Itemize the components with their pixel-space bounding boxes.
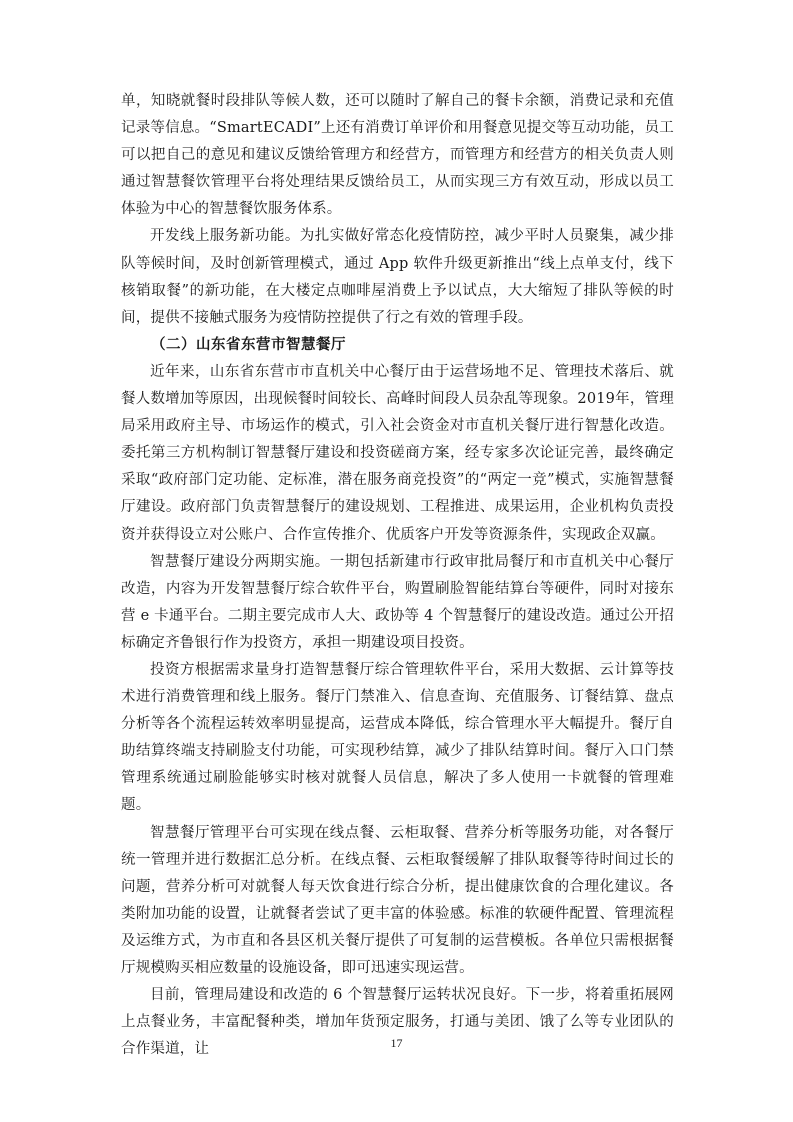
paragraph-next-steps: 目前，管理局建设和改造的 6 个智慧餐厅运转状况良好。下一步，将着重拓展网上点餐业务，丰富配餐种类，增加年货预定服务，打通与美团、饿了么等专业团队的合作渠道，让 — [121, 987, 674, 1058]
paragraph-continued: 单，知晓就餐时段排队等候人数，还可以随时了解自己的餐卡余额，消费记录和充值记录等信息。“SmartECADI”上还有消费订单评价和用餐意见提交等互动功能，员工可以把自己的意见和建议反馈给管理方和经营方，而管理方和经营方的相关负责人则通过智慧餐饮管理平台将处理结果反馈给员工，从而实现三方有效互动，形成以员工体验为中心的智慧餐饮服务体系。 — [121, 93, 674, 218]
paragraph-online-service: 开发线上服务新功能。为扎实做好常态化疫情防控，减少平时人员聚集，减少排队等候时间，及时创新管理模式，通过 App 软件升级更新推出“线上点单支付，线下核销取餐”的新功能，在大楼定点咖啡屋消费上予以试点，大大缩短了排队等候的时间，提供不接触式服务为疫情防控提供了行之有效的管理手段。 — [121, 228, 674, 326]
section-heading: （二）山东省东营市智慧餐厅 — [151, 336, 346, 353]
paragraph-investor-platform: 投资方根据需求量身打造智慧餐厅综合管理软件平台，采用大数据、云计算等技术进行消费管理和线上服务。餐厅门禁准入、信息查询、充值服务、订餐结算、盘点分析等各个流程运转效率明显提高，运营成本降低，综合管理水平大幅提升。餐厅自助结算终端支持刷脸支付功能，可实现秒结算，减少了排队结算时间。餐厅入口门禁管理系统通过刷脸能够实时核对就餐人员信息，解决了多人使用一卡就餐的管理难题。 — [121, 661, 674, 814]
page-number: 17 — [390, 1036, 403, 1050]
paragraph-two-phases: 智慧餐厅建设分两期实施。一期包括新建市行政审批局餐厅和市直机关中心餐厅改造，内容为开发智慧餐厅综合软件平台，购置刷脸智能结算台等硬件，同时对接东营 e 卡通平台。二期主要完成市人大、政协等 4 个智慧餐厅的建设改造。通过公开招标确定齐鲁银行作为投资方，承担一期建设项目投资。 — [121, 553, 674, 651]
body-text — [121, 88, 674, 1063]
paragraph-management-platform: 智慧餐厅管理平台可实现在线点餐、云柜取餐、营养分析等服务功能，对各餐厅统一管理并进行数据汇总分析。在线点餐、云柜取餐缓解了排队取餐等待时间过长的问题，营养分析可对就餐人每天饮食进行综合分析，提出健康饮食的合理化建议。各类附加功能的设置，让就餐者尝试了更丰富的体验感。标准的软硬件配置、管理流程及运维方式，为市直和各县区机关餐厅提供了可复制的运营模板。各单位只需根据餐厅规模购买相应数量的设施设备，即可迅速实现运营。 — [121, 824, 674, 976]
paragraph-dongying-intro: 近年来，山东省东营市市直机关中心餐厅由于运营场地不足、管理技术落后、就餐人数增加等原因，出现候餐时间较长、高峰时间段人员杂乱等现象。2019年，管理局采用政府主导、市场运作的模式，引入社会资金对市直机关餐厅进行智慧化改造。委托第三方机构制订智慧餐厅建设和投资磋商方案，经专家多次论证完善，最终确定采取“政府部门定功能、定标准，潜在服务商竞投资”的“两定一竞”模式，实施智慧餐厅建设。政府部门负责智慧餐厅的建设规划、工程推进、成果运用，企业机构负责投资并获得设立对公账户、合作宣传推介、优质客户开发等资源条件，实现政企双赢。 — [121, 363, 674, 543]
